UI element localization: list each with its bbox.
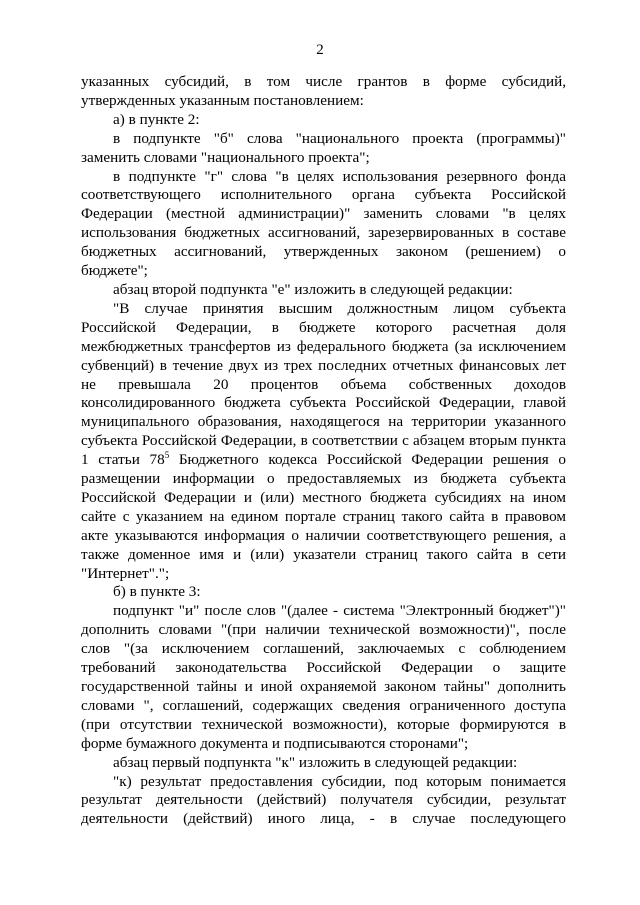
quote-text-part-1: "В случае принятия высшим должностным лицом субъекта Российской Федерации, в бюджете которого расчетная доля межбюджетных трансфертов из федерального бюджета (за исключением субвенций) в течение двух из трех последних отчетных финансовых лет не превышала 20 процентов объема собственных доходов консолидированного бюджета субъекта Российской Федерации, главой муниципального образования, находящегося на территории указанного субъекта Российской Федерации, в соответствии с абзацем вторым пункта 1 статьи 78 — [81, 299, 566, 469]
paragraph-subitem-k-text: "к) результат предоставления субсидии, под которым понимается результат деятельности (действий) получателя субсидии, результат деятельности (действий) иного лица, - в случае последующего — [81, 772, 566, 828]
quote-text-part-2: Бюджетного кодекса Российской Федерации решения о размещении информации о предоставляемых из бюджета субъекта Российской Федерации и (или) местного бюджета субсидиях на ином сайте с указанием на едином портале страниц такого сайта в правовом акте указываются информация о наличии соответствующего решения, а также доменное имя и (или) указатели страниц такого сайта в сети "Интернет"."; — [81, 451, 567, 582]
paragraph-subitem-e-heading: абзац второй подпункта "е" изложить в следующей редакции: — [113, 280, 513, 298]
paragraph-item-a: а) в пункте 2: — [113, 110, 200, 128]
paragraph-subitem-i: подпункт "и" после слов "(далее - система "Электронный бюджет")" дополнить словами "(при наличии технической возможности)", после слов "(за исключением соглашений, заключаемых с соблюдением требований законодательства Российской Федерации о защите государственной тайны и иной охраняемой законом тайны" дополнить словами ", соглашений, содержащих сведения ограниченного доступа (при отсутствии технической возможности), которые формируются в форме бумажного документа и подписываются сторонами"; — [81, 602, 566, 752]
article-superscript: 5 — [164, 450, 170, 461]
paragraph-subitem-k-heading: абзац первый подпункта "к" изложить в следующей редакции: — [113, 753, 518, 771]
paragraph-subitem-e-text — [81, 300, 566, 584]
document-body — [81, 73, 566, 829]
page-number: 2 — [316, 42, 324, 58]
paragraph-subitem-b: в подпункте "б" слова "национального проекта (программы)" заменить словами "национального проекта"; — [81, 129, 566, 166]
paragraph-subitem-g: в подпункте "г" слова "в целях использования резервного фонда соответствующего исполнительного органа субъекта Российской Федерации (местной администрации)" заменить словами "в целях использования бюджетных ассигнований, зарезервированных в составе бюджетных ассигнований, утвержденных законом (решением) о бюджете"; — [81, 167, 566, 280]
paragraph-intro: указанных субсидий, в том числе грантов в форме субсидий, утвержденных указанным постановлением: — [81, 73, 566, 109]
paragraph-item-b: б) в пункте 3: — [113, 583, 201, 601]
